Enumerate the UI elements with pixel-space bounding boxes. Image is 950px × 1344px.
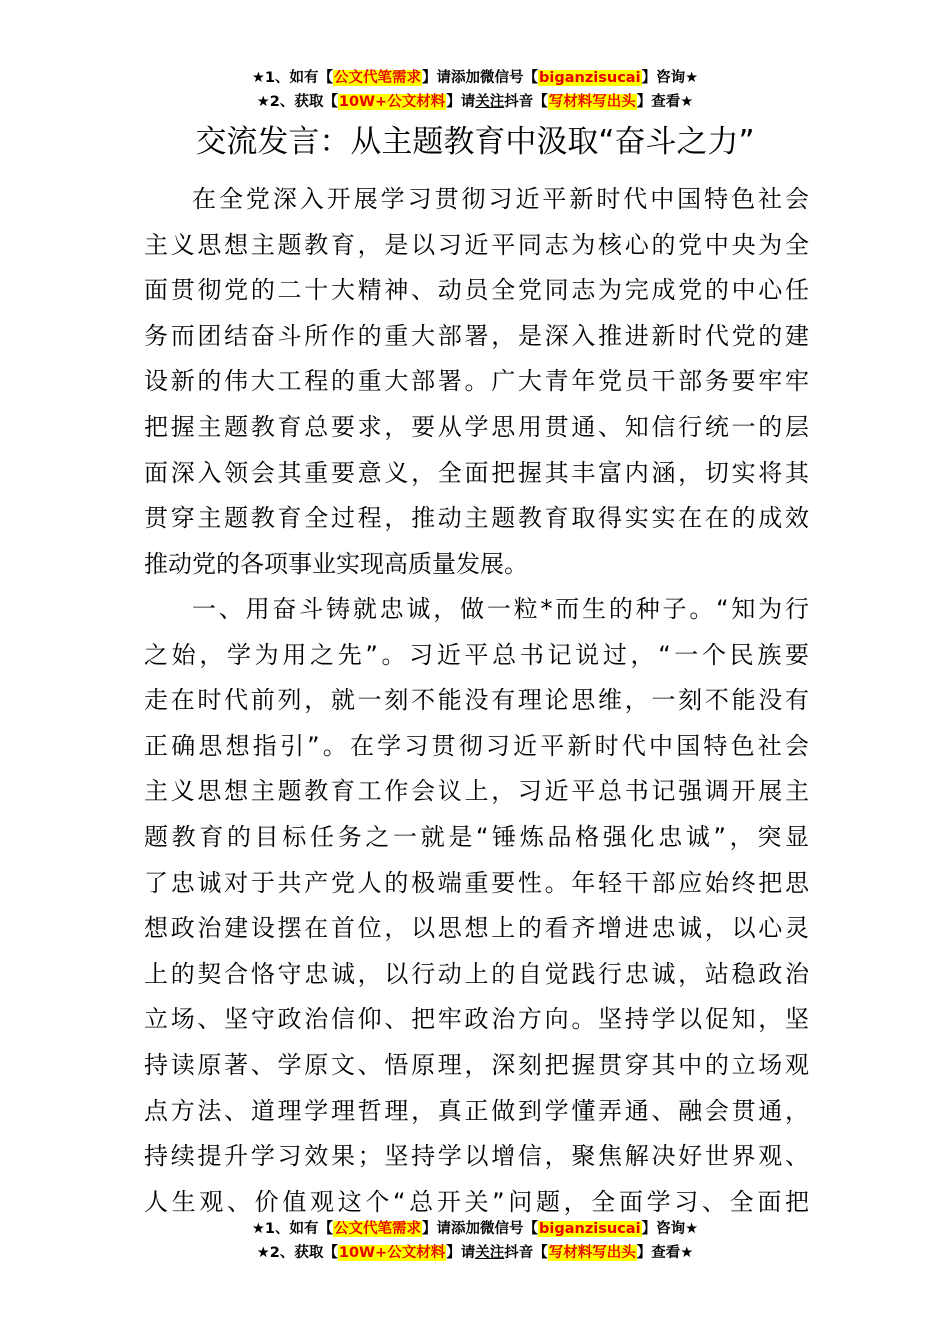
text-line: 主义思想主题教育，是以习近平同志为核心的党中央为全 xyxy=(144,230,809,259)
banner-highlight: 写材料写出头 xyxy=(548,94,636,110)
text-line: 面贯彻党的二十大精神、动员全党同志为完成党的中心任 xyxy=(144,276,809,305)
text-line: 上的契合恪守忠诚，以行动上的自觉践行忠诚，站稳政治 xyxy=(144,959,809,988)
text-line: 正确思想指引”。在学习贯彻习近平新时代中国特色社会 xyxy=(144,731,809,760)
text-line: 人生观、价值观这个“总开关”问题，全面学习、全面把 xyxy=(144,1187,809,1216)
banner-highlight: 10W+公文材料 xyxy=(338,94,446,110)
text-line: 之始，学为用之先”。习近平总书记说过，“一个民族要 xyxy=(144,640,809,669)
banner-highlight: biganzisucai xyxy=(539,1221,641,1237)
top-banner xyxy=(0,66,950,114)
banner-highlight: 写材料写出头 xyxy=(548,1245,636,1261)
banner-highlight: 公文代笔需求 xyxy=(334,1221,422,1237)
banner-highlight: biganzisucai xyxy=(539,70,641,86)
text-line: 走在时代前列，就一刻不能没有理论思维，一刻不能没有 xyxy=(144,686,809,715)
text-line: 设新的伟大工程的重大部署。广大青年党员干部务要牢牢 xyxy=(144,367,809,396)
text-line: 务而团结奋斗所作的重大部署，是深入推进新时代党的建 xyxy=(144,321,809,350)
text-line: 了忠诚对于共产党人的极端重要性。年轻干部应始终把思 xyxy=(144,868,809,897)
banner-highlight: 公文代笔需求 xyxy=(334,70,422,86)
document-title: 交流发言：从主题教育中汲取“奋斗之力” xyxy=(195,124,755,160)
banner-line-2: ★2、获取【10W+公文材料】请关注抖音【写材料写出头】查看★ xyxy=(256,1245,694,1261)
bottom-banner xyxy=(0,1217,950,1265)
text-line: 把握主题教育总要求，要从学思用贯通、知信行统一的层 xyxy=(144,412,809,441)
text-line: 贯穿主题教育全过程，推动主题教育取得实实在在的成效 xyxy=(144,504,809,533)
paragraph-intro xyxy=(144,177,809,587)
banner-highlight: 10W+公文材料 xyxy=(338,1245,446,1261)
text-line: 一、用奋斗铸就忠诚，做一粒*而生的种子。“知为行 xyxy=(192,595,809,623)
paragraph-section-one xyxy=(144,587,809,1225)
text-line: 点方法、道理学理哲理，真正做到学懂弄通、融会贯通， xyxy=(144,1096,809,1125)
text-line: 想政治建设摆在首位，以思想上的看齐增进忠诚，以心灵 xyxy=(144,914,809,943)
banner-line-1: ★1、如有【公文代笔需求】请添加微信号【biganzisucai】咨询★ xyxy=(251,70,699,86)
text-line: 立场、坚守政治信仰、把牢政治方向。坚持学以促知，坚 xyxy=(144,1005,809,1034)
text-line: 持读原著、学原文、悟原理，深刻把握贯穿其中的立场观 xyxy=(144,1050,809,1079)
banner-line-2: ★2、获取【10W+公文材料】请关注抖音【写材料写出头】查看★ xyxy=(256,94,694,110)
text-line: 持续提升学习效果；坚持学以增信，聚焦解决好世界观、 xyxy=(144,1142,809,1171)
text-line: 主义思想主题教育工作会议上，习近平总书记强调开展主 xyxy=(144,777,809,806)
text-line: 在全党深入开展学习贯彻习近平新时代中国特色社会 xyxy=(192,185,809,213)
banner-line-1: ★1、如有【公文代笔需求】请添加微信号【biganzisucai】咨询★ xyxy=(251,1221,699,1237)
text-line: 推动党的各项事业实现高质量发展。 xyxy=(144,549,528,578)
text-line: 题教育的目标任务之一就是“锤炼品格强化忠诚”，突显 xyxy=(144,822,809,851)
text-line: 面深入领会其重要意义，全面把握其丰富内涵，切实将其 xyxy=(144,458,809,487)
